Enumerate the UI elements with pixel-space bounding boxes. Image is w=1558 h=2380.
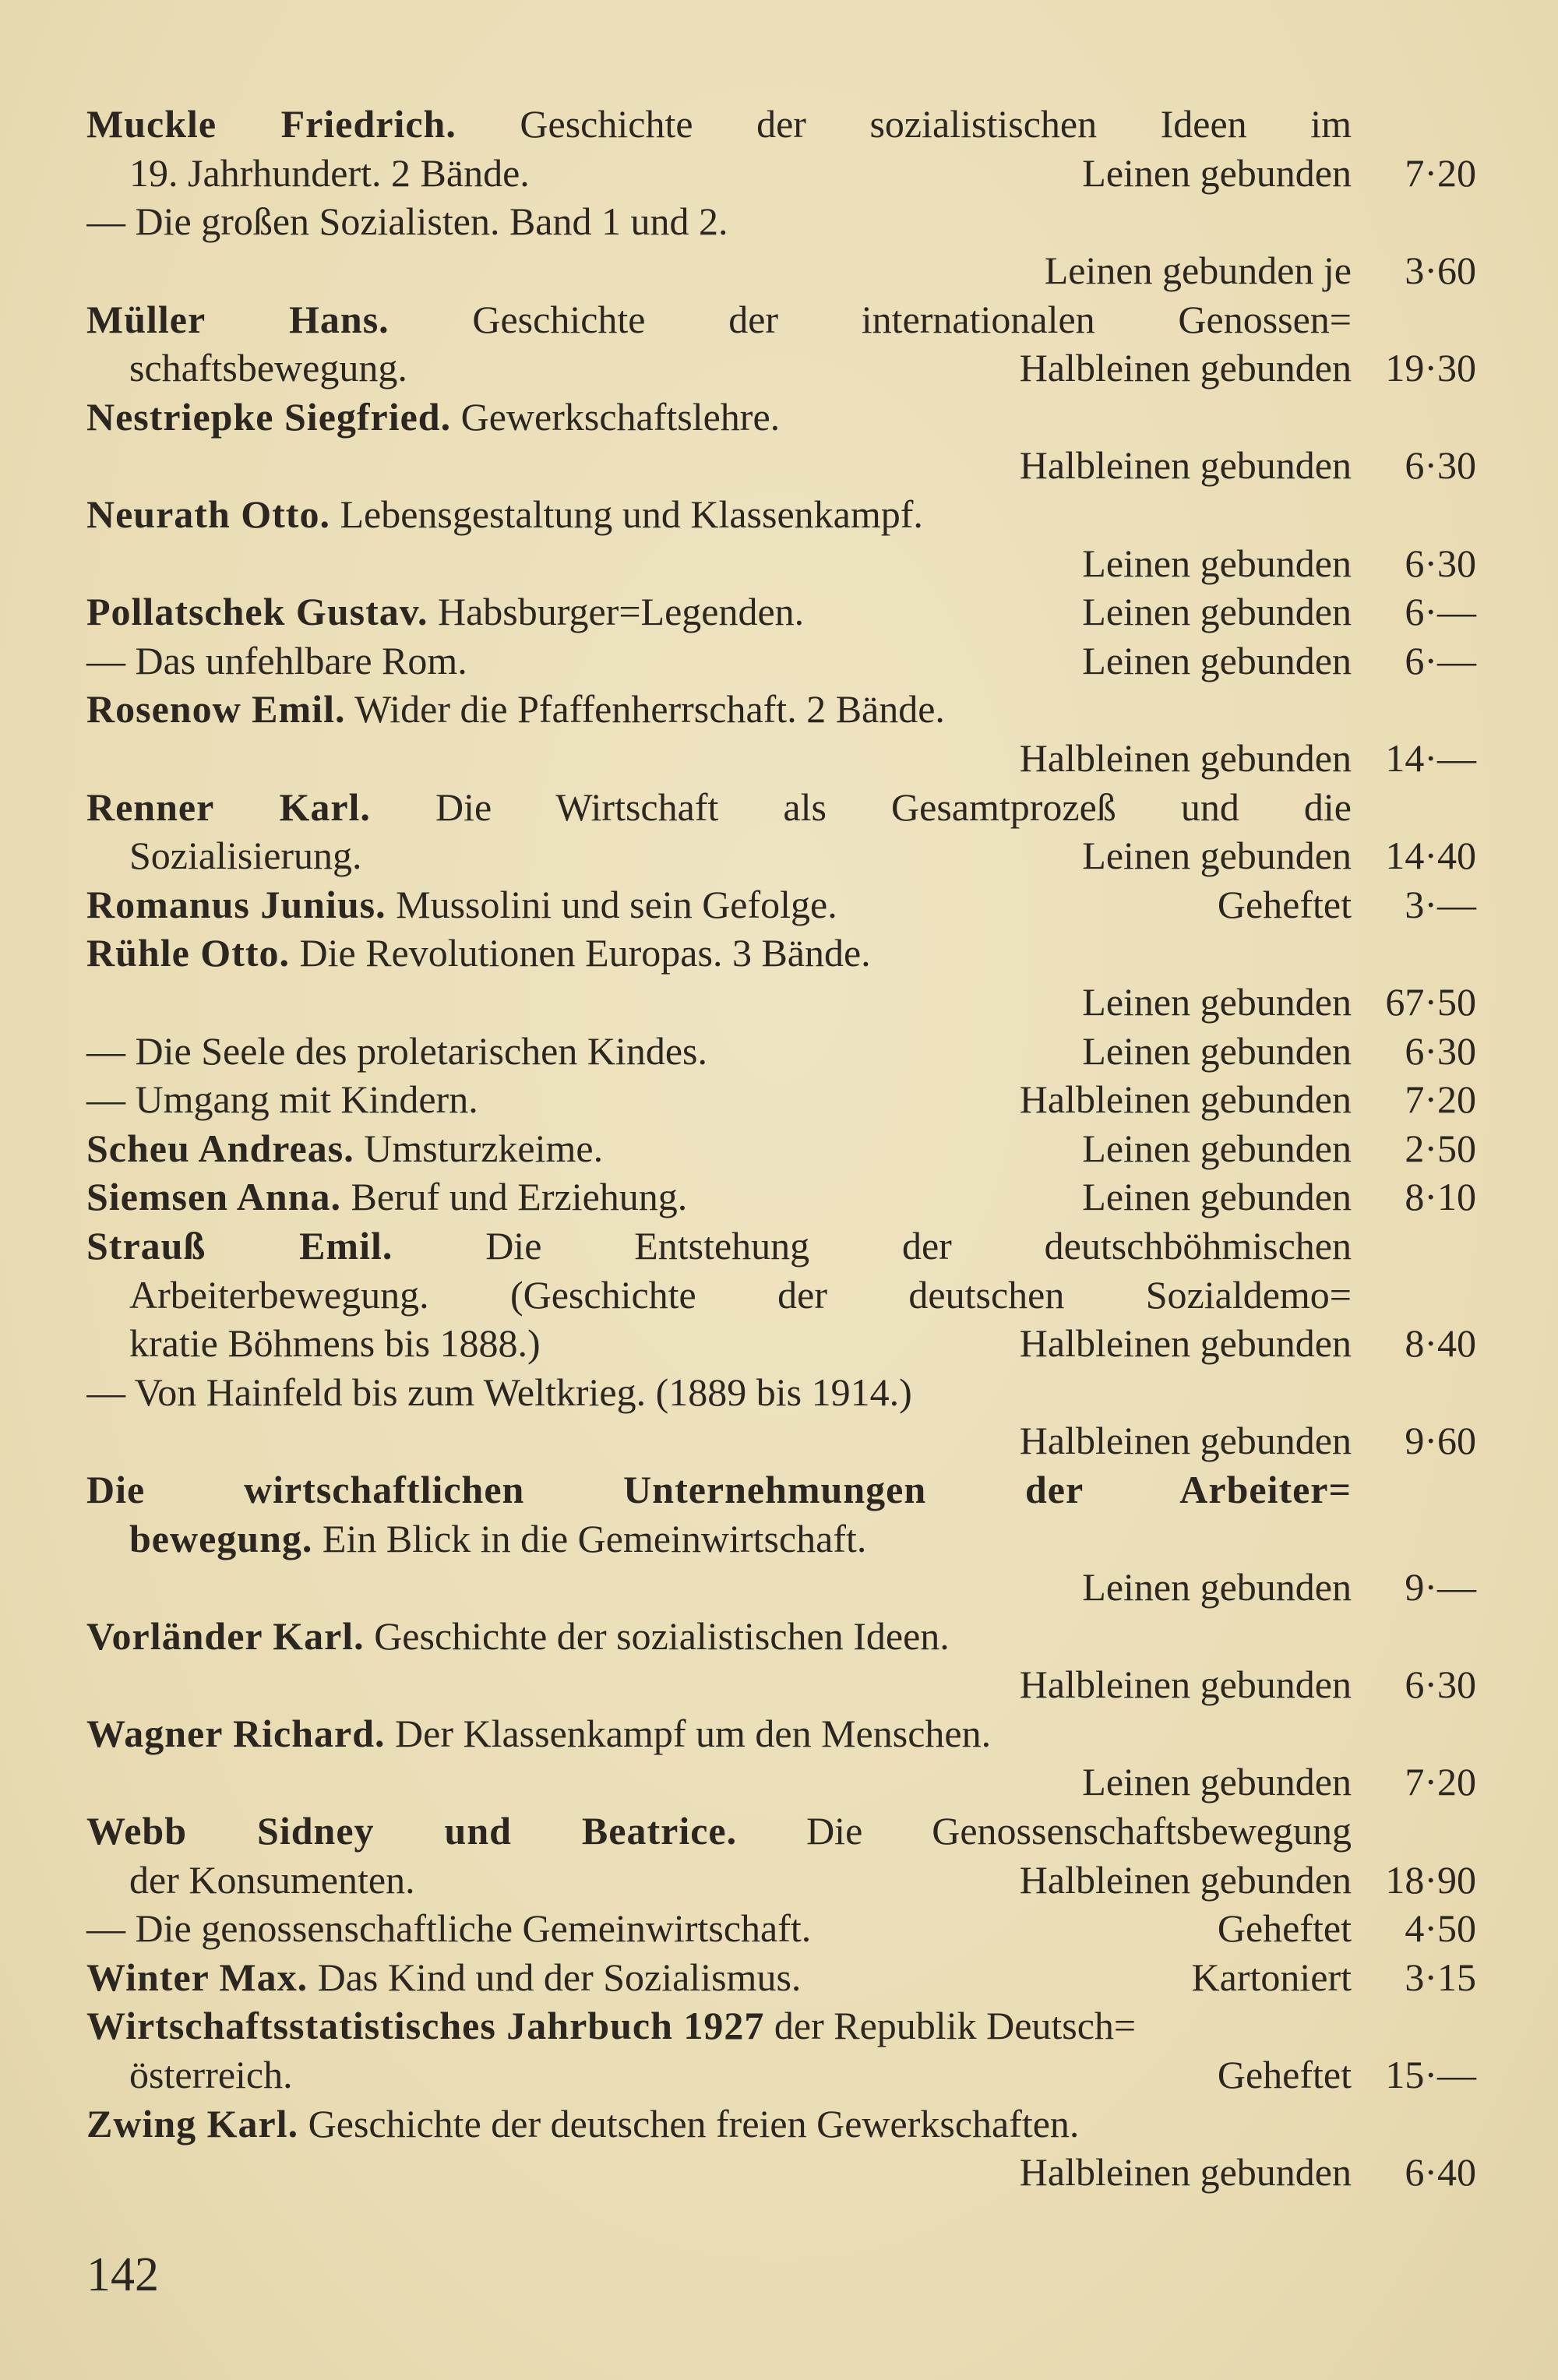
entry-text [86,1418,719,1463]
entry-text-row [86,979,1352,1024]
list-line [86,782,1481,831]
list-line [86,2050,1481,2100]
entry-text [86,1516,1352,1561]
entry-text [86,394,1352,439]
binding-type: Halbleinen gebunden [1019,346,1352,390]
entry-text-row [86,1320,1352,1366]
title-text: schaftsbewegung. [129,346,407,390]
entry-text [86,1222,1352,1270]
list-line [86,197,1481,246]
author-name: Romanus Junius. [86,882,386,926]
entry-text [86,541,719,586]
binding-type: Leinen gebunden [1082,541,1352,585]
entry-text [86,1711,1352,1756]
title-text: 19. Jahrhundert. 2 Bände. [129,150,530,195]
binding-type: Leinen gebunden [1082,979,1352,1024]
title-text: Geschichte der sozialistischen Ideen. [364,1613,950,1658]
entry-text-row [86,1174,1352,1219]
price: 4·50 [1405,1906,1476,1951]
entry-text [86,2003,1352,2048]
binding-type: Geheftet [1217,1906,1352,1951]
binding-type: Geheftet [1217,2053,1352,2097]
entry-text [86,589,804,634]
title-text: Gewerkschaftslehre. [451,394,781,439]
title-text: Sozialisierung. [129,834,362,878]
list-line [86,490,1481,539]
list-line [86,1563,1481,1612]
title-text: Ein Blick in die Gemeinwirtschaft. [312,1516,867,1560]
price: 19·30 [1385,346,1476,390]
author-name: Wagner Richard. [86,1711,386,1755]
list-line [86,2148,1481,2197]
price: 8·40 [1405,1321,1476,1366]
price: 7·20 [1405,1077,1476,1122]
binding-type: Leinen gebunden [1082,1175,1352,1219]
entry-text-row [86,150,1352,196]
author-name: Renner Karl. [86,785,371,829]
entry-text [86,783,1352,831]
list-line [86,538,1481,587]
entry-text-row [86,2052,1352,2097]
binding-type: Halbleinen gebunden [1019,1077,1352,1122]
price: 6·40 [1405,2150,1476,2195]
title-text: — Das unfehlbare Rom. [86,638,467,682]
price: 7·20 [1405,1760,1476,1804]
entry-text [86,248,719,293]
list-line [86,1075,1481,1124]
entry-text [86,1662,719,1707]
entry-text [86,2149,719,2195]
list-line [86,831,1481,880]
entry-text [86,1807,1352,1855]
binding-type: Halbleinen gebunden [1019,443,1352,488]
entry-text-row [86,248,1352,293]
title-text: — Die genossenschaftliche Gemeinwirtschaft. [86,1906,812,1951]
entry-text [86,735,719,781]
price: 6·— [1405,590,1476,634]
list-line [86,1416,1481,1465]
list-line [86,1123,1481,1172]
list-line [86,1807,1481,1856]
list-line [86,734,1481,783]
entry-text [129,150,741,196]
title-text: — Die Seele des proletarischen Kindes. [86,1028,707,1073]
list-line [86,441,1481,490]
entry-text [86,1126,719,1171]
list-line [86,880,1481,929]
price: 7·20 [1405,150,1476,195]
price: 67·50 [1385,979,1476,1024]
price: 3·60 [1405,249,1476,293]
list-line [86,1222,1481,1271]
entry-text [129,2052,741,2097]
entry-text [86,1077,719,1122]
author-name: Muckle Friedrich. [86,102,456,146]
list-line [86,1172,1481,1222]
list-line [86,344,1481,393]
binding-type: Geheftet [1217,882,1352,926]
author-name: Winter Max. [86,1955,308,1999]
price: 14·— [1385,736,1476,781]
binding-type: Leinen gebunden [1082,590,1352,634]
list-line [86,1270,1481,1319]
list-line [86,1514,1481,1563]
title-text: — Umgang mit Kindern. [86,1077,478,1122]
price: 14·40 [1385,834,1476,878]
entry-text-row [86,345,1352,390]
list-line [86,1953,1481,2002]
binding-type: Leinen gebunden [1082,1565,1352,1610]
entry-text-row [86,882,1352,927]
binding-type: Leinen gebunden [1082,834,1352,878]
binding-type: Halbleinen gebunden [1019,1419,1352,1463]
binding-type: Halbleinen gebunden [1019,1662,1352,1707]
binding-type: Leinen gebunden [1082,638,1352,682]
list-line [86,100,1481,149]
list-line [86,149,1481,198]
title-text: Umsturzkeime. [354,1126,604,1170]
book-list [86,100,1481,2197]
entry-text-row [86,1906,1352,1951]
entry-text-row [86,1126,1352,1171]
list-line [86,1319,1481,1368]
entry-text [86,979,719,1024]
entry-text-row [86,833,1352,878]
price: 18·90 [1385,1857,1476,1902]
entry-text [86,1906,811,1951]
author-name: Neurath Otto. [86,492,330,537]
title-text: Wider die Pfaffenherrschaft. 2 Bände. [345,687,945,732]
title-text: Lebensgestaltung und Klassenkampf. [330,492,923,537]
entry-text [86,930,1352,975]
title-text: kratie Böhmens bis 1888.) [129,1321,541,1366]
list-line [86,636,1481,686]
entry-text-row [86,1955,1352,2000]
entry-text [86,1174,719,1219]
binding-type: Halbleinen gebunden [1019,736,1352,781]
title-text: — Die großen Sozialisten. Band 1 und 2. [86,199,728,244]
price: 3·15 [1405,1955,1476,1999]
entry-text [129,833,741,878]
binding-type: Halbleinen gebunden [1019,1857,1352,1902]
page-number: 142 [86,2248,159,2301]
entry-text [86,2101,1352,2146]
binding-type: Leinen gebunden [1082,1028,1352,1073]
title-text: Die Entstehung der deutschböhmischen [393,1223,1352,1268]
list-line [86,587,1481,636]
entry-text [86,1613,1352,1659]
price: 9·60 [1405,1419,1476,1463]
title-text: Die Revolutionen Europas. 3 Bände. [290,931,871,975]
author-name: Rosenow Emil. [86,687,346,732]
title-text: Geschichte der internationalen Genossen= [389,297,1352,341]
entry-text [129,345,741,390]
price: 6·30 [1405,541,1476,585]
author-name: Strauß Emil. [86,1223,393,1268]
binding-type: Leinen gebunden [1082,1760,1352,1804]
author-name: Müller Hans. [86,297,390,341]
entry-text [86,1955,801,2000]
author-name: Nestriepke Siegfried. [86,394,452,439]
entry-text [86,686,1352,732]
title-text: Der Klassenkampf um den Menschen. [385,1711,992,1755]
entry-text [86,199,1352,244]
entry-text [129,1857,741,1902]
entry-text-row [86,1077,1352,1122]
binding-type: Halbleinen gebunden [1019,1321,1352,1366]
title-text: Geschichte der sozialistischen Ideen im [456,102,1352,146]
price: 2·50 [1405,1126,1476,1170]
title-text: Habsburger=Legenden. [428,590,805,634]
author-name: Siemsen Anna. [86,1175,341,1219]
list-line [86,1660,1481,1709]
entry-text [86,1465,1352,1514]
price: 3·— [1405,882,1476,926]
entry-text-row [86,1418,1352,1463]
title-text: der Konsumenten. [129,1857,415,1902]
author-name: Zwing Karl. [86,2101,299,2146]
title-text: Die Wirtschaft als Gesamtprozeß und die [370,785,1352,829]
title-text: Die Genossenschaftsbewegung [737,1809,1352,1853]
author-name: Pollatschek Gustav. [86,590,428,634]
binding-type: Leinen gebunden [1082,1126,1352,1170]
price: 6·— [1405,638,1476,682]
list-line [86,1855,1481,1904]
entry-text-row [86,1564,1352,1610]
price: 15·— [1385,2053,1476,2097]
title-text: Arbeiterbewegung. (Geschichte der deutschen Sozialdemo= [129,1272,1352,1317]
list-line [86,246,1481,295]
title-text: österreich. [129,2053,293,2097]
author-name: Scheu Andreas. [86,1126,354,1170]
author-name: Wirtschaftsstatistisches Jahrbuch 1927 [86,2004,765,2048]
entry-text [86,882,837,927]
list-line [86,978,1481,1027]
binding-type: Halbleinen gebunden [1019,2150,1352,2195]
title-text: — Von Hainfeld bis zum Weltkrieg. (1889 bis 1914.) [86,1370,912,1414]
price: 8·10 [1405,1175,1476,1219]
entry-text-row [86,638,1352,683]
author-name: Webb Sidney und Beatrice. [86,1809,738,1853]
entry-text-row [86,1857,1352,1902]
list-line [86,929,1481,978]
author-name: Die wirtschaftlichen Unternehmungen der Arbeiter= [86,1467,1352,1511]
entry-text [129,1320,741,1366]
list-line [86,1367,1481,1416]
list-line [86,1465,1481,1514]
title-text: Geschichte der deutschen freien Gewerkschaften. [298,2101,1080,2146]
list-line [86,1611,1481,1660]
list-line [86,393,1481,442]
entry-text [86,1271,1352,1319]
entry-text-row [86,443,1352,488]
author-name: bewegung. [129,1516,313,1560]
entry-text-row [86,1662,1352,1707]
binding-type: Kartoniert [1191,1955,1352,1999]
entry-text [86,1370,1352,1415]
entry-text-row [86,541,1352,586]
list-line [86,1026,1481,1075]
entry-text [86,1759,719,1804]
author-name: Vorländer Karl. [86,1613,365,1658]
binding-type: Leinen gebunden je [1044,249,1352,293]
list-line [86,1709,1481,1758]
list-line [86,2001,1481,2050]
entry-text-row [86,735,1352,781]
entry-text [86,100,1352,148]
author-name: Rühle Otto. [86,931,290,975]
entry-text [86,443,719,488]
price: 6·30 [1405,1028,1476,1073]
list-line [86,2099,1481,2148]
list-line [86,1904,1481,1953]
title-text: Das Kind und der Sozialismus. [308,1955,802,1999]
entry-text [86,295,1352,344]
binding-type: Leinen gebunden [1082,150,1352,195]
title-text: Beruf und Erziehung. [340,1175,688,1219]
title-text: der Republik Deutsch= [764,2004,1137,2048]
entry-text-row [86,589,1352,634]
title-text: Mussolini und sein Gefolge. [386,882,837,926]
list-line [86,1758,1481,1807]
list-line [86,685,1481,734]
entry-text-row [86,2149,1352,2195]
entry-text [86,1028,719,1074]
entry-text [86,638,719,683]
entry-text [86,1564,719,1610]
price: 6·30 [1405,1662,1476,1707]
entry-text-row [86,1759,1352,1804]
price: 6·30 [1405,443,1476,488]
price: 9·— [1405,1565,1476,1610]
entry-text [86,492,1352,537]
list-line [86,294,1481,344]
entry-text-row [86,1028,1352,1074]
